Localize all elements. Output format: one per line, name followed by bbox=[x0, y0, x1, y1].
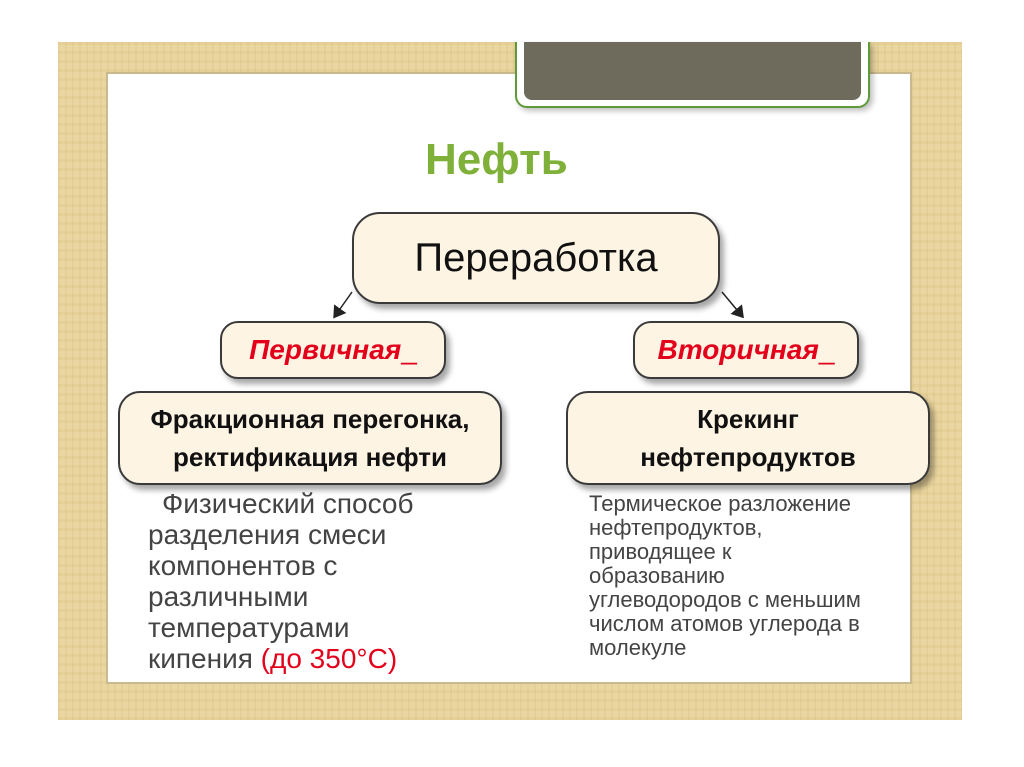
secondary-description bbox=[589, 492, 919, 660]
secondary-label: Вторичная_ bbox=[657, 334, 835, 365]
primary-process-line-2: ректификация нефти bbox=[173, 442, 447, 472]
arrow-to-primary bbox=[335, 292, 352, 316]
secondary-process-line-1: Крекинг bbox=[697, 404, 799, 434]
primary-label: Первичная_ bbox=[249, 334, 417, 365]
primary-node bbox=[220, 321, 446, 379]
secondary-desc-line: нефтепродуктов, bbox=[589, 515, 763, 540]
arrow-to-secondary bbox=[722, 292, 742, 316]
processing-label: Переработка bbox=[414, 235, 658, 280]
primary-desc-line: различными bbox=[148, 581, 309, 612]
primary-process-line-1: Фракционная перегонка, bbox=[150, 404, 470, 434]
processing-node bbox=[352, 212, 720, 304]
secondary-process-line-2: нефтепродуктов bbox=[640, 442, 856, 472]
secondary-desc-line: Термическое разложение bbox=[589, 491, 852, 516]
boiling-range: (до 350°С) bbox=[260, 643, 398, 674]
primary-desc-line: разделения смеси bbox=[148, 519, 387, 550]
primary-desc-line: компонентов с bbox=[148, 550, 338, 581]
secondary-desc-line: приводящее к bbox=[589, 539, 732, 564]
primary-process-node bbox=[118, 391, 502, 485]
secondary-node bbox=[633, 321, 859, 379]
secondary-desc-line: образованию bbox=[589, 563, 725, 588]
primary-desc-line: Физический способ bbox=[162, 488, 414, 519]
slide-title: Нефть bbox=[425, 135, 568, 184]
primary-description bbox=[148, 488, 478, 674]
secondary-desc-line: числом атомов углерода в bbox=[589, 611, 860, 636]
primary-desc-last-line: кипения (до 350°С) bbox=[148, 643, 398, 674]
secondary-process-node bbox=[566, 391, 930, 485]
primary-desc-line: температурами bbox=[148, 612, 350, 643]
secondary-desc-line: углеводородов с меньшим bbox=[589, 587, 861, 612]
secondary-desc-line: молекуле bbox=[589, 635, 687, 660]
